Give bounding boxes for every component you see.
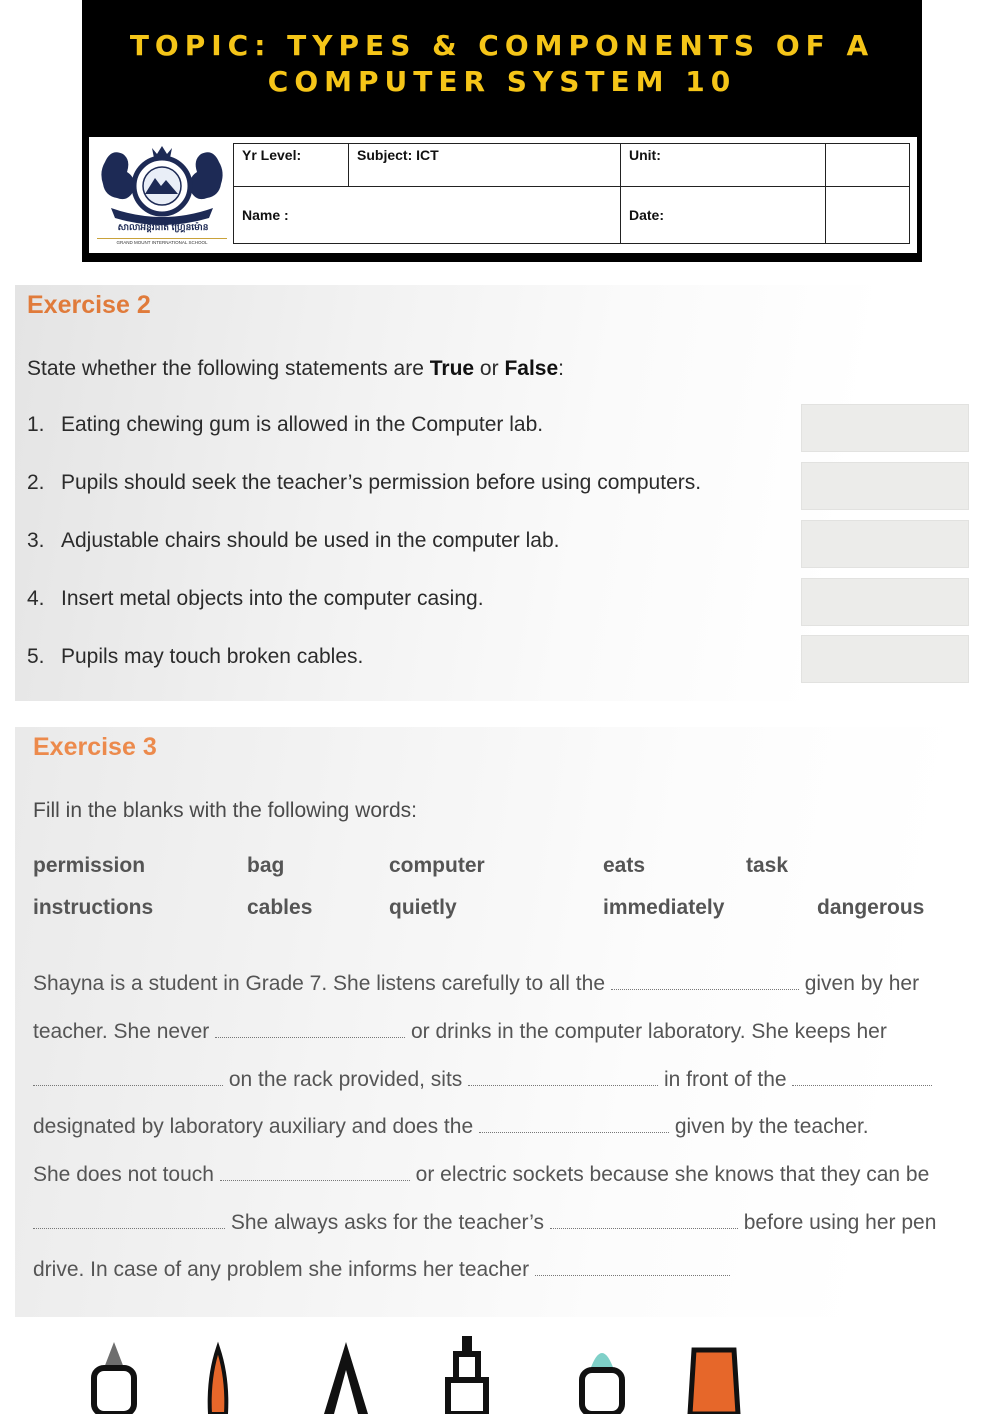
logo-english-text: GRAND MOUNT INTERNATIONAL SCHOOL bbox=[97, 238, 227, 245]
yr-level-cell[interactable]: Yr Level: bbox=[234, 144, 349, 187]
teal-marker-icon bbox=[582, 1353, 622, 1414]
info-box bbox=[89, 137, 917, 253]
blank-3[interactable] bbox=[33, 1067, 223, 1086]
compass-icon bbox=[324, 1342, 368, 1414]
word-bank-item: cables bbox=[247, 896, 313, 919]
word-bank-item: instructions bbox=[33, 896, 154, 919]
statement-2: 2. Pupils should seek the teacher’s permission before using computers. bbox=[27, 471, 702, 494]
statement-1: 1. Eating chewing gum is allowed in the Computer lab. bbox=[27, 413, 544, 436]
word-bank-item: dangerous bbox=[817, 896, 925, 919]
exercise-2-heading: Exercise 2 bbox=[27, 291, 151, 319]
answer-box-1[interactable] bbox=[801, 404, 969, 452]
blank-8[interactable] bbox=[33, 1210, 225, 1229]
blank-1[interactable] bbox=[611, 971, 799, 990]
paragraph-line-5: She does not touch or electric sockets because she knows that they can be bbox=[33, 1163, 930, 1186]
word-bank-item: immediately bbox=[603, 896, 725, 919]
paragraph-line-7: drive. In case of any problem she informs her teacher bbox=[33, 1256, 959, 1284]
title-line-2: COMPUTER SYSTEM 10 bbox=[267, 65, 737, 98]
answer-box-5[interactable] bbox=[801, 635, 969, 683]
unit-value-cell[interactable] bbox=[826, 144, 910, 187]
drawing-tools-decoration bbox=[0, 1330, 1000, 1414]
school-logo bbox=[97, 142, 227, 248]
name-cell[interactable]: Name : bbox=[234, 187, 621, 244]
exercise-3-instruction: Fill in the blanks with the following words: bbox=[33, 799, 418, 822]
word-bank-item: quietly bbox=[389, 896, 457, 919]
blank-6[interactable] bbox=[479, 1114, 669, 1133]
paragraph-line-6: She always asks for the teacher’s before using her pen bbox=[33, 1209, 959, 1237]
blank-2[interactable] bbox=[215, 1019, 405, 1038]
logo-khmer-text: សាលាអន្តរជាតិ ហ្គ្រេនម៉ោន bbox=[117, 222, 209, 232]
word-bank-item: task bbox=[746, 854, 789, 877]
statement-4: 4. Insert metal objects into the computer casing. bbox=[27, 587, 484, 610]
page-title bbox=[82, 28, 922, 100]
paragraph-line-3: on the rack provided, sits in front of the bbox=[33, 1066, 959, 1094]
blank-5[interactable] bbox=[792, 1067, 932, 1086]
answer-box-2[interactable] bbox=[801, 462, 969, 510]
unit-cell[interactable]: Unit: bbox=[621, 144, 826, 187]
blank-7[interactable] bbox=[220, 1162, 410, 1181]
answer-box-3[interactable] bbox=[801, 520, 969, 568]
blank-4[interactable] bbox=[468, 1067, 658, 1086]
word-bank-item: permission bbox=[33, 854, 146, 877]
date-value-cell[interactable] bbox=[826, 187, 910, 244]
statement-5: 5. Pupils may touch broken cables. bbox=[27, 645, 364, 668]
title-line-1: TOPIC: TYPES & COMPONENTS OF A bbox=[129, 29, 875, 62]
date-cell[interactable]: Date: bbox=[621, 187, 826, 244]
orange-highlighter-icon bbox=[690, 1350, 738, 1414]
orange-brush-icon bbox=[210, 1348, 227, 1414]
subject-cell: Subject: ICT bbox=[349, 144, 621, 187]
paragraph-line-4: designated by laboratory auxiliary and does the given by the teacher. bbox=[33, 1115, 869, 1138]
statement-3: 3. Adjustable chairs should be used in the computer lab. bbox=[27, 529, 560, 552]
word-bank-item: eats bbox=[603, 854, 646, 877]
exercise-3-panel bbox=[15, 727, 967, 1317]
blank-9[interactable] bbox=[550, 1210, 738, 1229]
blank-10[interactable] bbox=[535, 1257, 730, 1276]
word-bank-item: bag bbox=[247, 854, 285, 877]
exercise-2-panel bbox=[15, 285, 967, 701]
grey-marker-icon bbox=[94, 1342, 134, 1414]
header-banner bbox=[82, 0, 922, 262]
word-bank-item: computer bbox=[389, 854, 485, 877]
answer-box-4[interactable] bbox=[801, 578, 969, 626]
exercise-3-heading: Exercise 3 bbox=[33, 733, 157, 761]
paragraph-line-2: teacher. She never or drinks in the computer laboratory. She keeps her bbox=[33, 1020, 887, 1043]
exercise-2-instruction: State whether the following statements are True or False: bbox=[27, 357, 564, 380]
technical-pen-icon bbox=[448, 1336, 486, 1414]
info-table bbox=[233, 143, 910, 244]
paragraph-line-1: Shayna is a student in Grade 7. She listens carefully to all the given by her bbox=[33, 972, 920, 995]
